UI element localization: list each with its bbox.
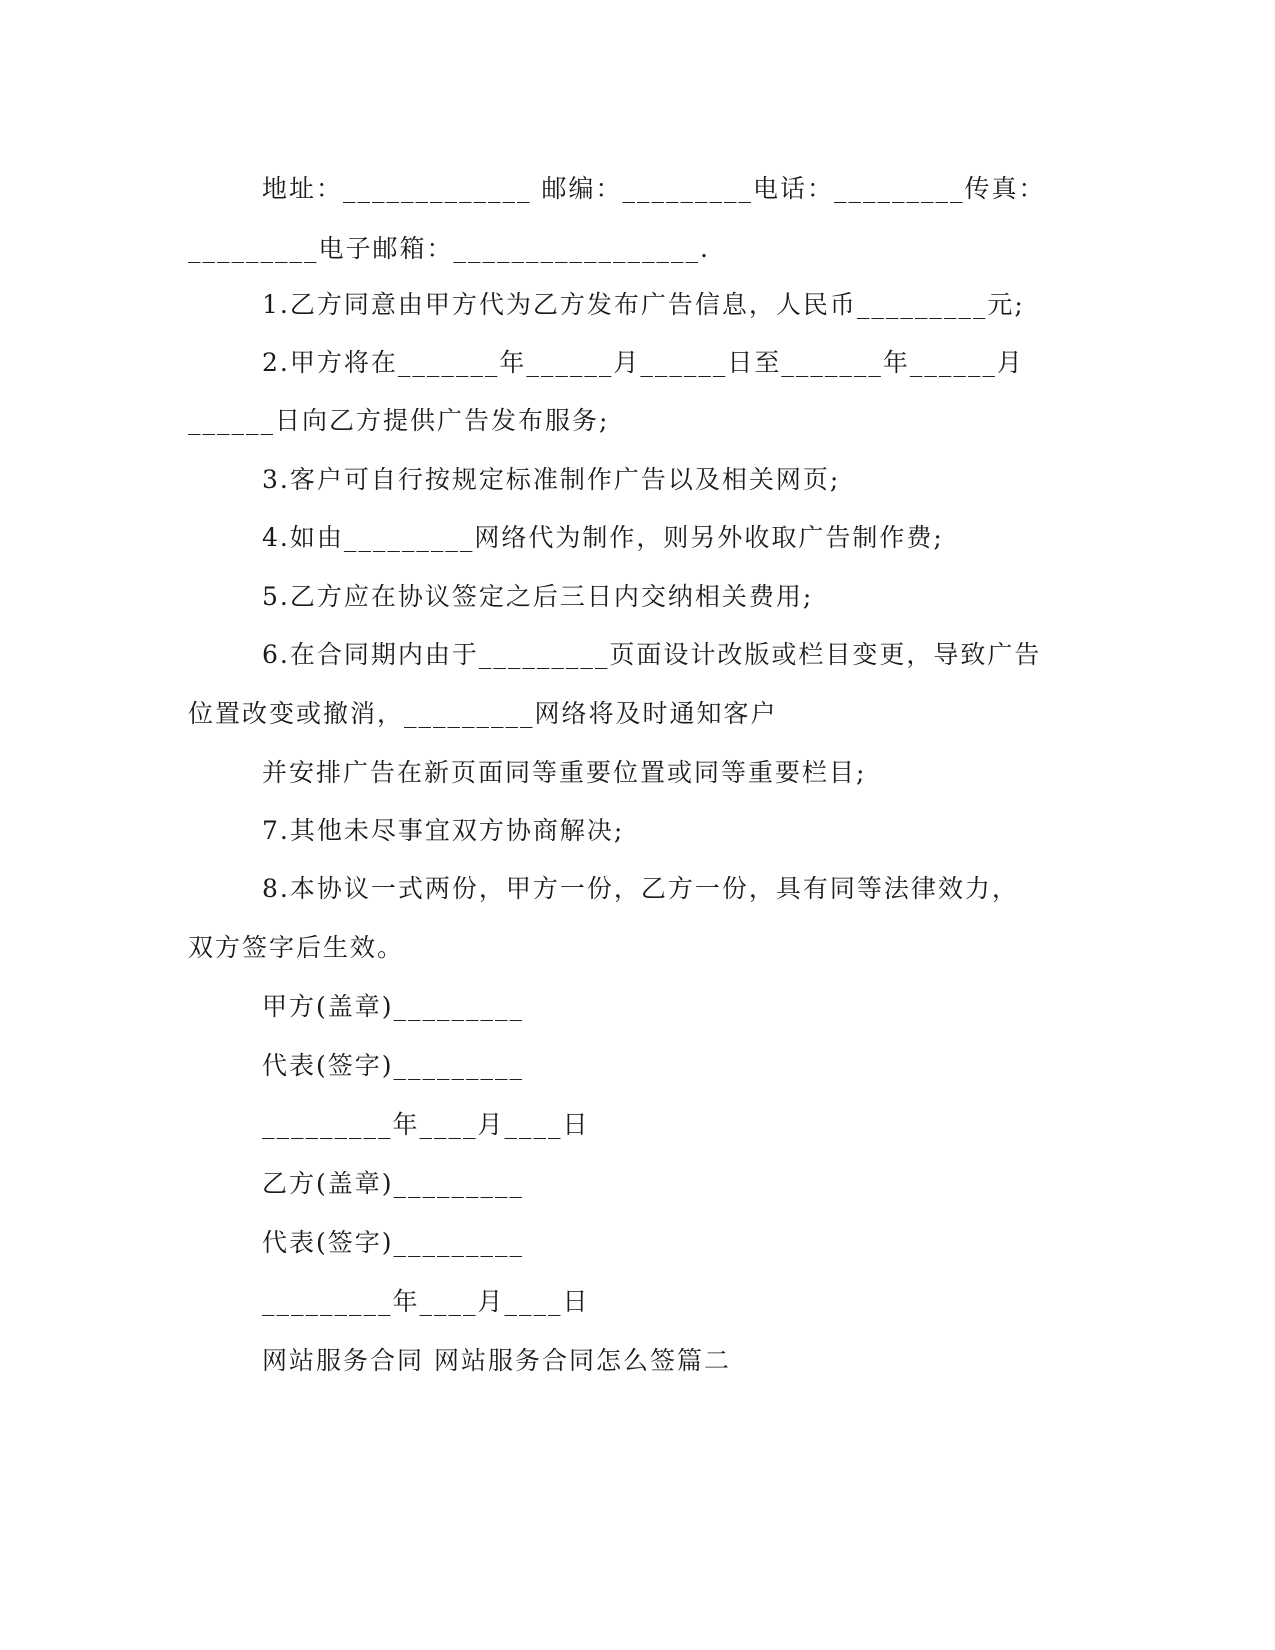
clause-7: 7.其他未尽事宜双方协商解决;: [262, 816, 625, 845]
email-line: _________电子邮箱：_________________.: [188, 234, 710, 263]
contact-line: 地址：_____________ 邮编：_________电话：_________传真：: [262, 174, 1046, 203]
party-a-representative: 代表(签字)_________: [262, 1051, 525, 1080]
party-a-seal: 甲方(盖章)_________: [262, 992, 525, 1021]
party-a-date: _________年____月____日: [262, 1110, 590, 1139]
clause-6-continued-2: 并安排广告在新页面同等重要位置或同等重要栏目;: [262, 758, 867, 787]
clause-1: 1.乙方同意由甲方代为乙方发布广告信息，人民币_________元;: [262, 290, 1025, 319]
clause-4: 4.如由_________网络代为制作，则另外收取广告制作费;: [262, 523, 944, 552]
party-b-seal: 乙方(盖章)_________: [262, 1169, 525, 1198]
clause-6: 6.在合同期内由于_________页面设计改版或栏目变更，导致广告: [262, 640, 1042, 669]
clause-2-continued: ______日向乙方提供广告发布服务;: [188, 406, 610, 435]
clause-6-continued: 位置改变或撤消，_________网络将及时通知客户: [188, 699, 778, 728]
clause-2: 2.甲方将在_______年______月______日至_______年______月: [262, 348, 1024, 377]
clause-3: 3.客户可自行按规定标准制作广告以及相关网页;: [262, 465, 841, 494]
clause-5: 5.乙方应在协议签定之后三日内交纳相关费用;: [262, 582, 814, 611]
next-section-title: 网站服务合同 网站服务合同怎么签篇二: [262, 1346, 731, 1375]
clause-8: 8.本协议一式两份，甲方一份，乙方一份，具有同等法律效力，: [262, 874, 1019, 903]
clause-8-continued: 双方签字后生效。: [188, 933, 405, 962]
party-b-date: _________年____月____日: [262, 1287, 590, 1316]
party-b-representative: 代表(签字)_________: [262, 1228, 525, 1257]
